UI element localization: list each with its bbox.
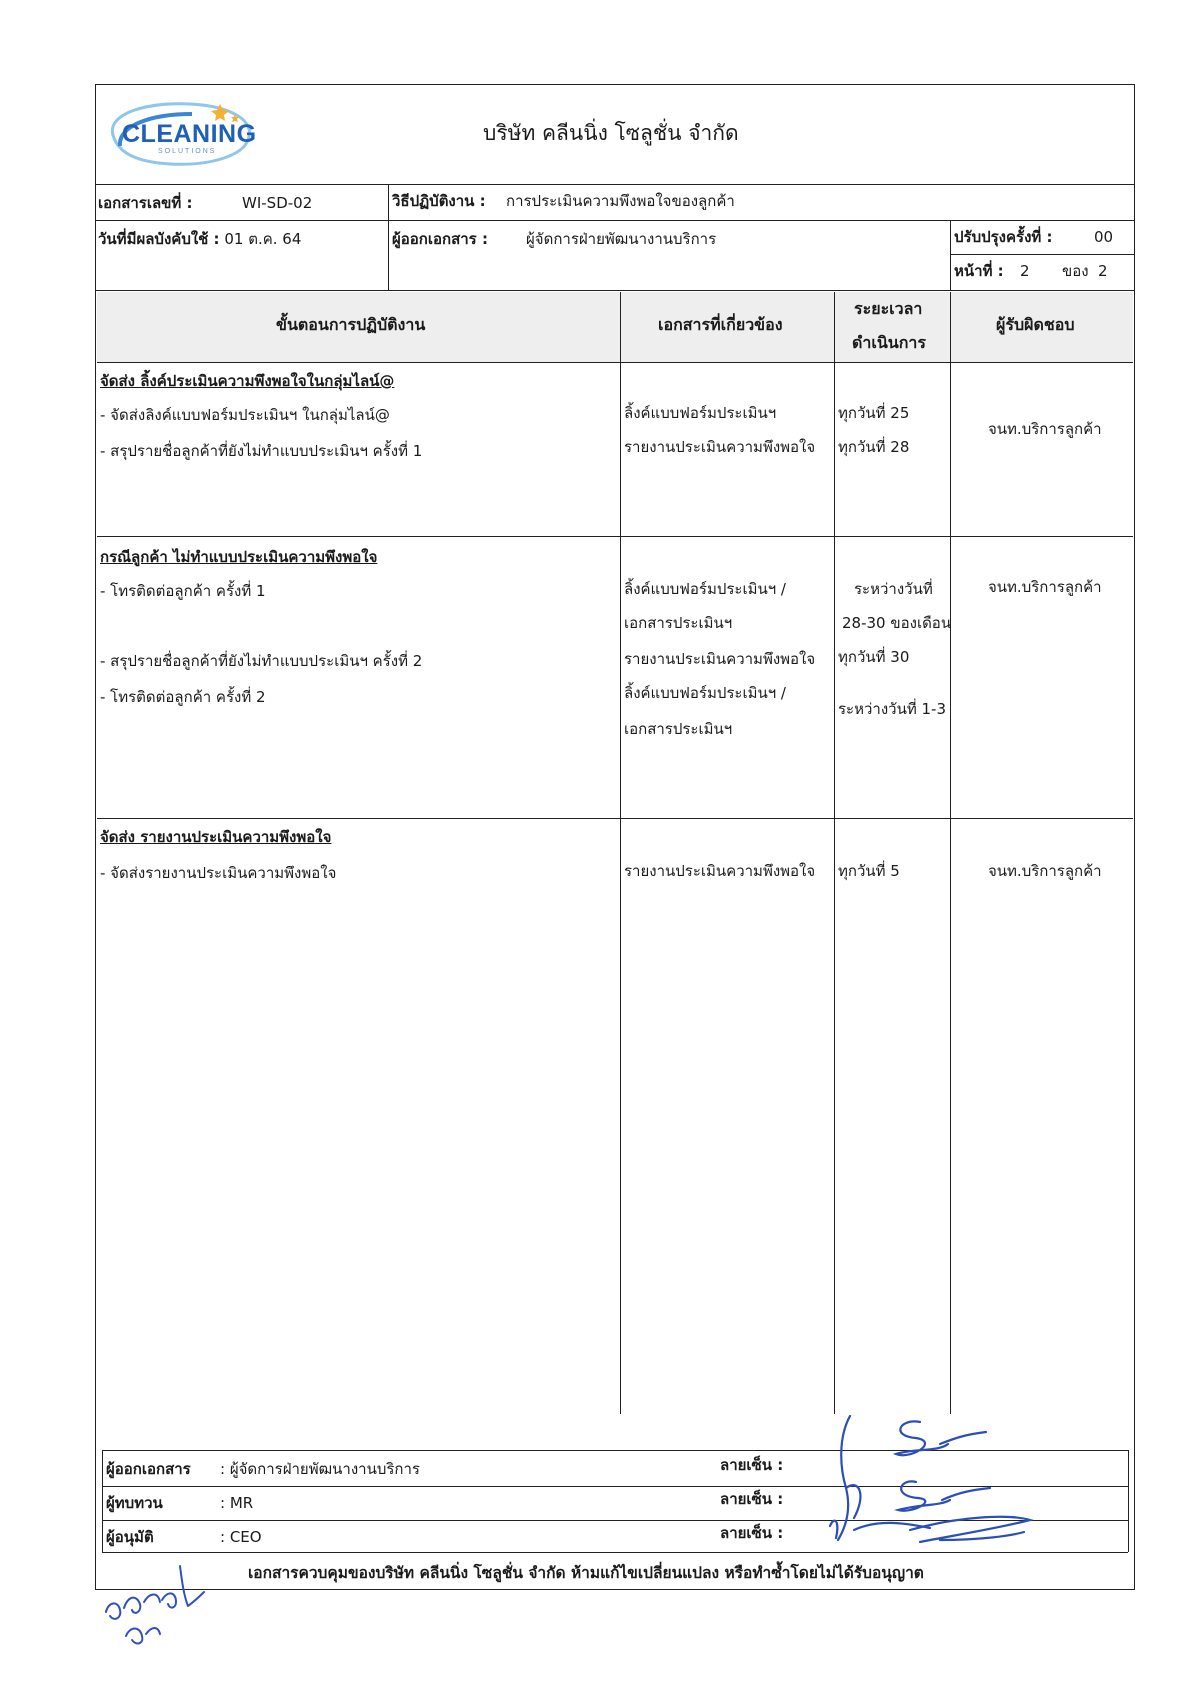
company-name: บริษัท คลีนนิ่ง โซลูชั่น จำกัด	[483, 121, 739, 145]
handwritten-initials	[96, 1552, 216, 1652]
of-value: 2	[1098, 262, 1108, 280]
logo-subtext: SOLUTIONS	[158, 148, 217, 155]
section1-doc2: รายงานประเมินความพึงพอใจ	[624, 438, 816, 456]
page-label: หน้าที่ :	[954, 262, 1004, 280]
footer-reviewer-value: : MR	[220, 1494, 254, 1512]
logo-text: CLEANING	[122, 120, 257, 148]
section2-time2: ทุกวันที่ 30	[838, 648, 910, 666]
col-resp-header: ผู้รับผิดชอบ	[996, 315, 1075, 334]
footer-sign-label-2: ลายเซ็น :	[720, 1490, 784, 1508]
col-docs-header: เอกสารที่เกี่ยวข้อง	[658, 315, 783, 334]
footer-approver-value: : CEO	[220, 1528, 262, 1546]
procedure-label: วิธีปฏิบัติงาน :	[392, 192, 486, 210]
signature-marks	[820, 1408, 1040, 1558]
col-steps-header: ขั้นตอนการปฏิบัติงาน	[276, 315, 426, 334]
footer-notice: เอกสารควบคุมของบริษัท คลีนนิ่ง โซลูชั่น จำกัด ห้ามแก้ไขเปลี่ยนแปลง หรือทำซ้ำโดยไม่ได้รับอนุญาต	[248, 1564, 924, 1582]
footer-approver-label: ผู้อนุมัติ	[106, 1528, 154, 1546]
section3-title: จัดส่ง รายงานประเมินความพึงพอใจ	[100, 828, 332, 846]
effective-value: 01 ต.ค. 64	[224, 230, 302, 248]
doc-no-value: WI-SD-02	[242, 194, 313, 212]
section2-step2: - สรุปรายชื่อลูกค้าที่ยังไม่ทำแบบประเมินฯ ครั้งที่ 2	[100, 652, 423, 670]
section1-time2: ทุกวันที่ 28	[838, 438, 910, 456]
section2-doc3a: ลิ้งค์แบบฟอร์มประเมินฯ /	[624, 684, 786, 702]
effective-date	[98, 230, 301, 248]
doc-no-label: เอกสารเลขที่ :	[98, 194, 193, 212]
section1-step2: - สรุปรายชื่อลูกค้าที่ยังไม่ทำแบบประเมินฯ ครั้งที่ 1	[100, 442, 423, 460]
section2-doc3b: เอกสารประเมินฯ	[624, 720, 733, 738]
section3-step1: - จัดส่งรายงานประเมินความพึงพอใจ	[100, 864, 337, 882]
footer-issuer-label: ผู้ออกเอกสาร	[106, 1460, 191, 1478]
section1-resp: จนท.บริการลูกค้า	[988, 420, 1102, 438]
col-time-header-2: ดำเนินการ	[852, 333, 926, 352]
procedure-value: การประเมินความพึงพอใจของลูกค้า	[506, 192, 735, 210]
issuer-label: ผู้ออกเอกสาร :	[392, 230, 488, 248]
effective-label: วันที่มีผลบังคับใช้ :	[98, 230, 220, 248]
table-header-bg	[97, 292, 1133, 362]
section1-time1: ทุกวันที่ 25	[838, 404, 910, 422]
col-time-header-1: ระยะเวลา	[854, 299, 923, 318]
footer-issuer-value: : ผู้จัดการฝ่ายพัฒนางานบริการ	[220, 1460, 420, 1478]
footer-sign-label-1: ลายเซ็น :	[720, 1456, 784, 1474]
section2-resp: จนท.บริการลูกค้า	[988, 578, 1102, 596]
section1-doc1: ลิ้งค์แบบฟอร์มประเมินฯ	[624, 404, 777, 422]
section2-time3: ระหว่างวันที่ 1-3	[838, 700, 947, 718]
revision-label: ปรับปรุงครั้งที่ :	[954, 228, 1053, 246]
of-label: ของ	[1062, 262, 1089, 280]
revision-value: 00	[1094, 228, 1114, 246]
section2-title: กรณีลูกค้า ไม่ทำแบบประเมินความพึงพอใจ	[100, 548, 378, 566]
section3-time1: ทุกวันที่ 5	[838, 862, 900, 880]
company-logo	[100, 96, 260, 170]
section2-step3: - โทรติดต่อลูกค้า ครั้งที่ 2	[100, 688, 266, 706]
section2-doc2: รายงานประเมินความพึงพอใจ	[624, 650, 816, 668]
footer-sign-label-3: ลายเซ็น :	[720, 1524, 784, 1542]
section1-title: จัดส่ง ลิ้งค์ประเมินความพึงพอใจในกลุ่มไลน์@	[100, 372, 395, 390]
main-table	[97, 292, 1133, 1414]
footer-reviewer-label: ผู้ทบทวน	[106, 1494, 163, 1512]
page-value: 2	[1020, 262, 1030, 280]
section3-doc1: รายงานประเมินความพึงพอใจ	[624, 862, 816, 880]
section3-resp: จนท.บริการลูกค้า	[988, 862, 1102, 880]
section2-step1: - โทรติดต่อลูกค้า ครั้งที่ 1	[100, 582, 266, 600]
section2-time1a: ระหว่างวันที่	[854, 580, 933, 598]
section2-doc1b: เอกสารประเมินฯ	[624, 614, 733, 632]
section2-time1b: 28-30 ของเดือน	[842, 614, 952, 632]
section2-doc1a: ลิ้งค์แบบฟอร์มประเมินฯ /	[624, 580, 786, 598]
issuer-value: ผู้จัดการฝ่ายพัฒนางานบริการ	[526, 230, 717, 248]
section1-step1: - จัดส่งลิงค์แบบฟอร์มประเมินฯ ในกลุ่มไลน์@	[100, 406, 390, 424]
